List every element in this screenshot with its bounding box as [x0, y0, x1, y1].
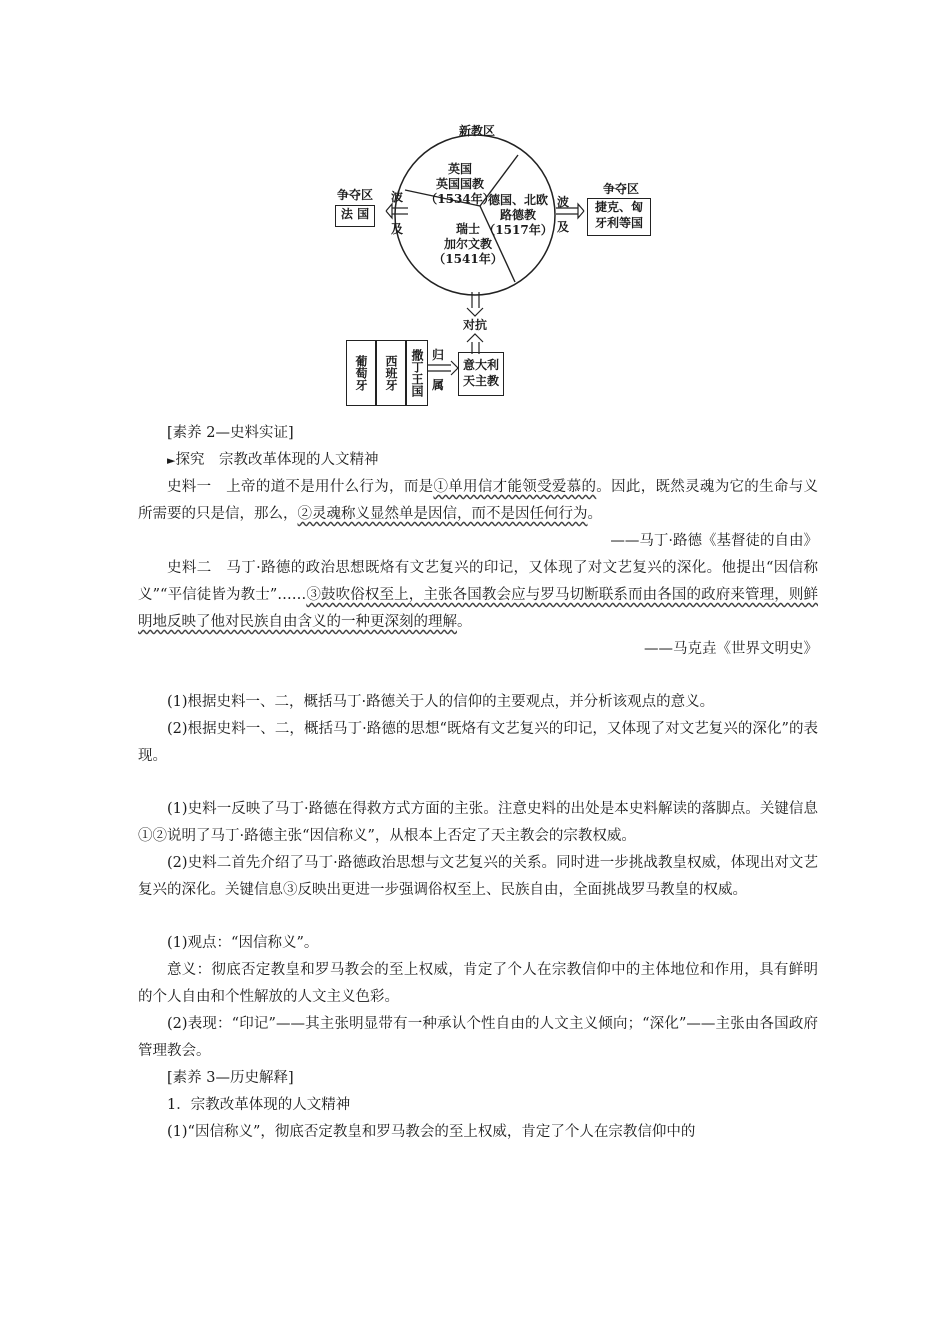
section-2-heading: [素养 2—史料实证]	[167, 425, 294, 441]
question-1: (1)根据史料一、二，概括马丁·路德关于人的信仰的主要观点，并分析该观点的意义。	[167, 694, 715, 710]
analysis-2: (2)史料二首先介绍了马丁·路德政治思想与文艺复兴的关系。同时进一步挑战教皇权威，体现出对文艺复兴的深化。关键信息③反映出更进一步强调俗权至上、民族自由，全面挑战罗马教皇的权威。	[138, 855, 818, 898]
main-text	[138, 420, 818, 1146]
analysis-1: (1)史料一反映了马丁·路德在得救方式方面的主张。注意史料的出处是本史料解读的落脚点。关键信息①②说明了马丁·路德主张“因信称义”，从根本上否定了天主教会的宗教权威。	[138, 801, 818, 844]
answer-1: (1)观点：“因信称义”。	[167, 935, 319, 951]
right-zone-label: 争夺区	[602, 182, 639, 196]
left-zone-label: 争夺区	[336, 188, 373, 202]
england-label: 英国 英国国教 （1534年）	[425, 162, 495, 206]
right-wave: 波	[556, 195, 569, 209]
right-reach: 及	[556, 220, 569, 234]
triangle-icon: ►	[167, 454, 176, 467]
reformation-diagram	[0, 0, 950, 410]
material-1: 史料一 上帝的道不是用什么行为，而是①单用信才能领受爱慕的。因此，既然灵魂为它的生命与义所需要的只是信，那么，②灵魂称义显然单是因信，而不是因任何行为。	[138, 479, 819, 522]
sardinia-box: 撒丁王国	[406, 340, 428, 406]
italy-box: 意大利 天主教	[458, 352, 504, 396]
germany-label: 德国、北欧 路德教 （1517年）	[483, 193, 553, 237]
material-2-source: ——马克垚《世界文明史》	[644, 641, 818, 657]
explore-heading: ►探究 宗教改革体现的人文精神	[167, 452, 379, 468]
section-3-heading: [素养 3—历史解释]	[167, 1070, 294, 1086]
left-reach: 及	[390, 222, 403, 236]
belong-2: 属	[431, 378, 444, 392]
question-2: (2)根据史料一、二，概括马丁·路德的思想“既烙有文艺复兴的印记，又体现了对文艺复兴的深化”的表现。	[138, 721, 818, 764]
new-church-label: 新教区	[458, 124, 495, 138]
swiss-label: 瑞士 加尔文教 （1541年）	[433, 222, 503, 266]
point-1: 1．宗教改革体现的人文精神	[167, 1097, 351, 1113]
material-2: 史料二 马丁·路德的政治思想既烙有文艺复兴的印记，又体现了对文艺复兴的深化。他提出“因信称义”“平信徒皆为教士”……③鼓吹俗权至上，主张各国教会应与罗马切断联系而由各国的政府来管理，则鲜明地反映了他对民族自由含义的一种更深刻的理解。	[138, 560, 818, 630]
czech-hungary-box: 捷克、匈 牙利等国	[587, 198, 651, 236]
france-box: 法 国	[335, 205, 375, 227]
portugal-box: 葡萄牙	[346, 340, 376, 406]
belong-1: 归	[431, 348, 444, 362]
answer-3: (2)表现：“印记”——其主张明显带有一种承认个性自由的人文主义倾向；“深化”——主张由各国政府管理教会。	[138, 1016, 818, 1059]
confront-label: 对抗	[462, 318, 487, 332]
left-wave: 波	[390, 190, 403, 204]
material-1-source: ——马丁·路德《基督徒的自由》	[610, 533, 818, 549]
spain-box: 西班牙	[376, 340, 406, 406]
answer-2: 意义：彻底否定教皇和罗马教会的至上权威，肯定了个人在宗教信仰中的主体地位和作用，具有鲜明的个人自由和个性解放的人文主义色彩。	[138, 962, 818, 1005]
point-1-1: (1)“因信称义”，彻底否定教皇和罗马教会的至上权威，肯定了个人在宗教信仰中的	[167, 1124, 696, 1140]
